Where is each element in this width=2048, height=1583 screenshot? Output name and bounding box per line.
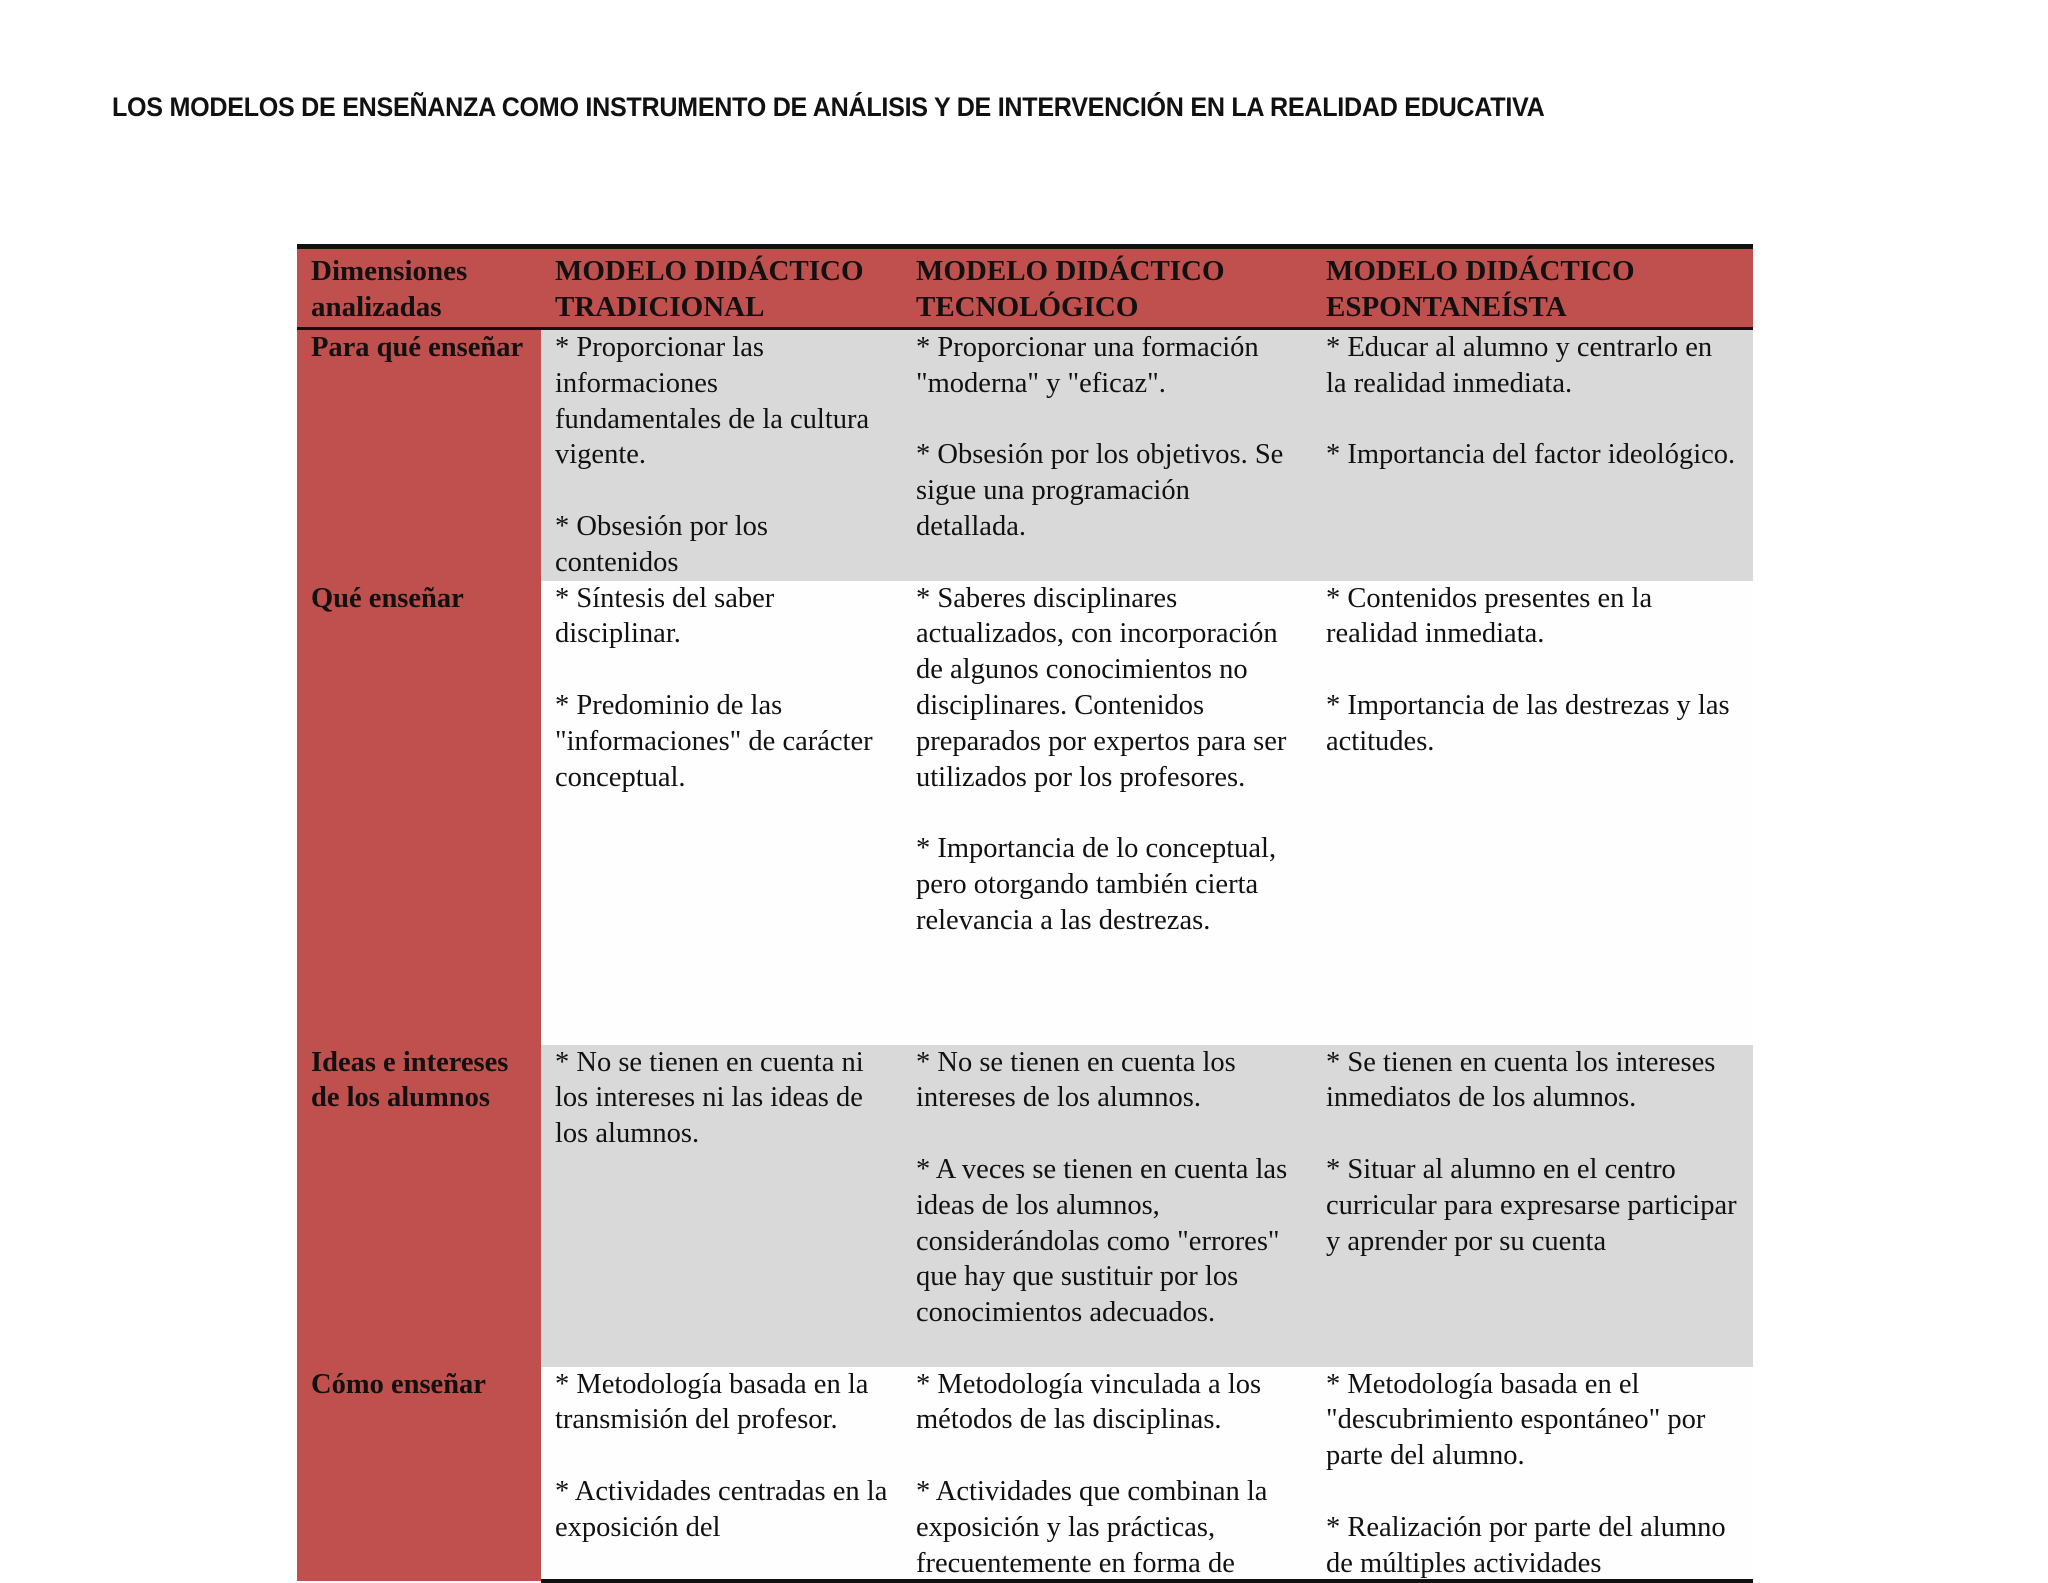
teaching-models-table xyxy=(297,244,1753,1583)
table-row xyxy=(297,581,1753,1045)
row-dimension-label: Ideas e intereses de los alumnos xyxy=(297,1045,541,1367)
header-spontaneist-model: MODELO DIDÁCTICO ESPONTANEÍSTA xyxy=(1312,247,1753,329)
row-dimension-label: Qué enseñar xyxy=(297,581,541,1045)
cell-spontaneist: * Contenidos presentes en la realidad inmediata. * Importancia de las destrezas y las actitudes. xyxy=(1312,581,1753,1045)
cell-traditional: * Proporcionar las informaciones fundamentales de la cultura vigente. * Obsesión por los contenidos xyxy=(541,329,902,581)
row-dimension-label: Para qué enseñar xyxy=(297,329,541,581)
cell-technological: * Saberes disciplinares actualizados, con incorporación de algunos conocimientos no disciplinares. Contenidos preparados por expertos para ser utilizados por los profesores. * Importancia de lo conceptual, pero otorgando también cierta relevancia a las destrezas. xyxy=(902,581,1312,1045)
table-row xyxy=(297,329,1753,581)
cell-technological-text: * Metodología vinculada a los métodos de las disciplinas. * Actividades que combinan la exposición y las prácticas, frecuentemente en forma de xyxy=(916,1368,1268,1579)
cell-technological xyxy=(902,1367,1312,1581)
cell-technological: * Proporcionar una formación "moderna" y "eficaz". * Obsesión por los objetivos. Se sigue una programación detallada. xyxy=(902,329,1312,581)
cell-spontaneist: * Educar al alumno y centrarlo en la realidad inmediata. * Importancia del factor ideológico. xyxy=(1312,329,1753,581)
header-technological-model: MODELO DIDÁCTICO TECNOLÓGICO xyxy=(902,247,1312,329)
cell-spontaneist: * Se tienen en cuenta los intereses inmediatos de los alumnos. * Situar al alumno en el centro curricular para expresarse participar y aprender por su cuenta xyxy=(1312,1045,1753,1367)
cell-traditional: * No se tienen en cuenta ni los intereses ni las ideas de los alumnos. xyxy=(541,1045,902,1367)
row-dimension-label xyxy=(297,1367,541,1581)
cell-traditional: * Síntesis del saber disciplinar. * Predominio de las "informaciones" de carácter conceptual. xyxy=(541,581,902,1045)
table-header-row xyxy=(297,247,1753,329)
header-traditional-model: MODELO DIDÁCTICO TRADICIONAL xyxy=(541,247,902,329)
header-dimensions: Dimensiones analizadas xyxy=(297,247,541,329)
cell-technological: * No se tienen en cuenta los intereses de los alumnos. * A veces se tienen en cuenta las ideas de los alumnos, considerándolas como "errores" que hay que sustituir por los conocimientos adecuados. xyxy=(902,1045,1312,1367)
cell-spontaneist xyxy=(1312,1367,1753,1581)
row-dimension-text: Cómo enseñar xyxy=(311,1368,486,1400)
document-title: LOS MODELOS DE ENSEÑANZA COMO INSTRUMENTO DE ANÁLISIS Y DE INTERVENCIÓN EN LA REALIDAD EDUCATIVA xyxy=(112,92,1545,122)
table-row xyxy=(297,1045,1753,1367)
cell-traditional xyxy=(541,1367,902,1581)
table-row xyxy=(297,1367,1753,1581)
cell-traditional-text: * Metodología basada en la transmisión del profesor. * Actividades centradas en la exposición del xyxy=(555,1368,888,1543)
models-table-container xyxy=(297,244,1753,1583)
cell-spontaneist-text: * Metodología basada en el "descubrimiento espontáneo" por parte del alumno. * Realización por parte del alumno de múltiples actividades xyxy=(1326,1368,1726,1579)
